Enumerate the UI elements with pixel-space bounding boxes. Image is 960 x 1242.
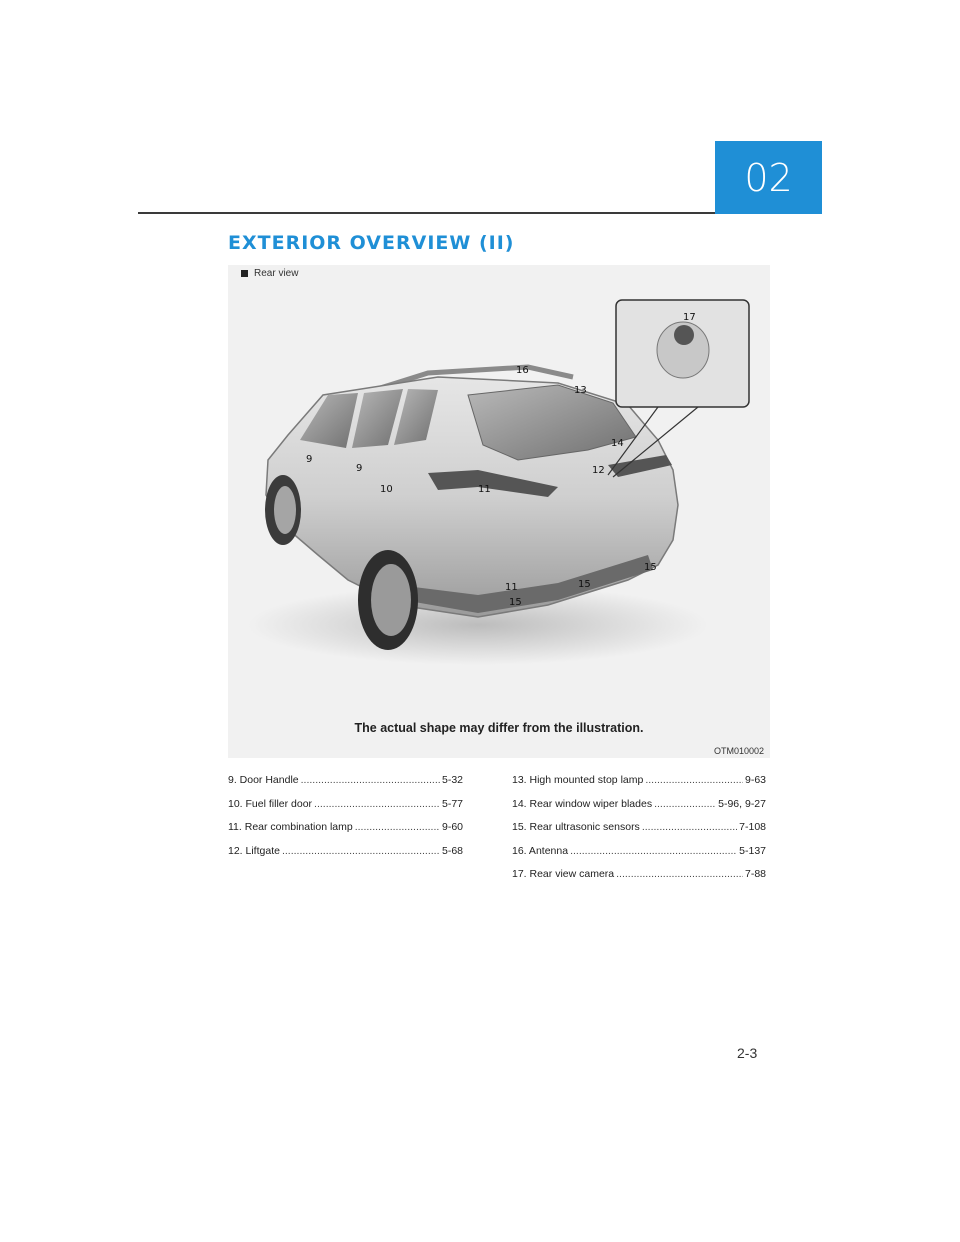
callout-16 xyxy=(516,365,529,376)
svg-text:13: 13 xyxy=(574,385,587,396)
callout-15b xyxy=(578,579,591,590)
caption-bullet-icon xyxy=(241,270,248,277)
item-list-left xyxy=(228,774,463,868)
svg-text:15: 15 xyxy=(644,562,657,573)
svg-text:12: 12 xyxy=(592,465,605,476)
page-number: 2-3 xyxy=(737,1045,758,1061)
svg-text:15: 15 xyxy=(578,579,591,590)
svg-text:11: 11 xyxy=(505,582,518,593)
figure-caption-text: Rear view xyxy=(254,268,299,279)
figure xyxy=(228,265,770,758)
svg-text:11: 11 xyxy=(478,484,491,495)
figure-code: OTM010002 xyxy=(713,746,764,756)
callout-15c xyxy=(644,562,657,573)
chapter-rule xyxy=(138,212,715,214)
svg-text:15: 15 xyxy=(509,597,522,608)
svg-text:16: 16 xyxy=(516,365,529,376)
list-item: 11. Rear combination lamp ..... 9-60 xyxy=(228,821,463,845)
list-item: 15. Rear ultrasonic sensors ..... 7-108 xyxy=(512,821,766,845)
list-item: 14. Rear window wiper blades ..... 5-96, 9-27 xyxy=(512,798,766,822)
car-illustration xyxy=(228,265,770,758)
list-item: 12. Liftgate ..... 5-68 xyxy=(228,845,463,869)
wheel-rear-rim xyxy=(371,564,411,636)
list-item: 10. Fuel filler door ..... 5-77 xyxy=(228,798,463,822)
callout-12 xyxy=(592,465,605,476)
svg-text:10: 10 xyxy=(380,484,393,495)
figure-disclaimer: The actual shape may differ from the illustration. xyxy=(354,721,644,735)
svg-text:9: 9 xyxy=(306,454,313,465)
list-item: 9. Door Handle ..... 5-32 xyxy=(228,774,463,798)
item-list-right xyxy=(512,774,766,892)
svg-text:17: 17 xyxy=(683,312,696,323)
list-item: 13. High mounted stop lamp ..... 9-63 xyxy=(512,774,766,798)
list-item: 16. Antenna ..... 5-137 xyxy=(512,845,766,869)
callout-17 xyxy=(683,312,696,323)
callout-10 xyxy=(380,484,393,495)
svg-text:14: 14 xyxy=(611,438,624,449)
callout-13 xyxy=(574,385,587,396)
camera-lens xyxy=(674,325,694,345)
svg-text:9: 9 xyxy=(356,463,363,474)
callout-9b xyxy=(356,463,362,474)
list-item: 17. Rear view camera ..... 7-88 xyxy=(512,868,766,892)
section-title: EXTERIOR OVERVIEW (II) xyxy=(228,232,515,254)
callout-11a xyxy=(478,484,491,495)
figure-caption xyxy=(241,268,298,279)
callout-9a xyxy=(306,454,312,465)
callout-14 xyxy=(611,438,624,449)
callout-15a xyxy=(509,597,522,608)
wheel-front-rim xyxy=(274,486,296,534)
chapter-tab: 02 xyxy=(715,141,822,214)
callout-11b xyxy=(505,582,518,593)
